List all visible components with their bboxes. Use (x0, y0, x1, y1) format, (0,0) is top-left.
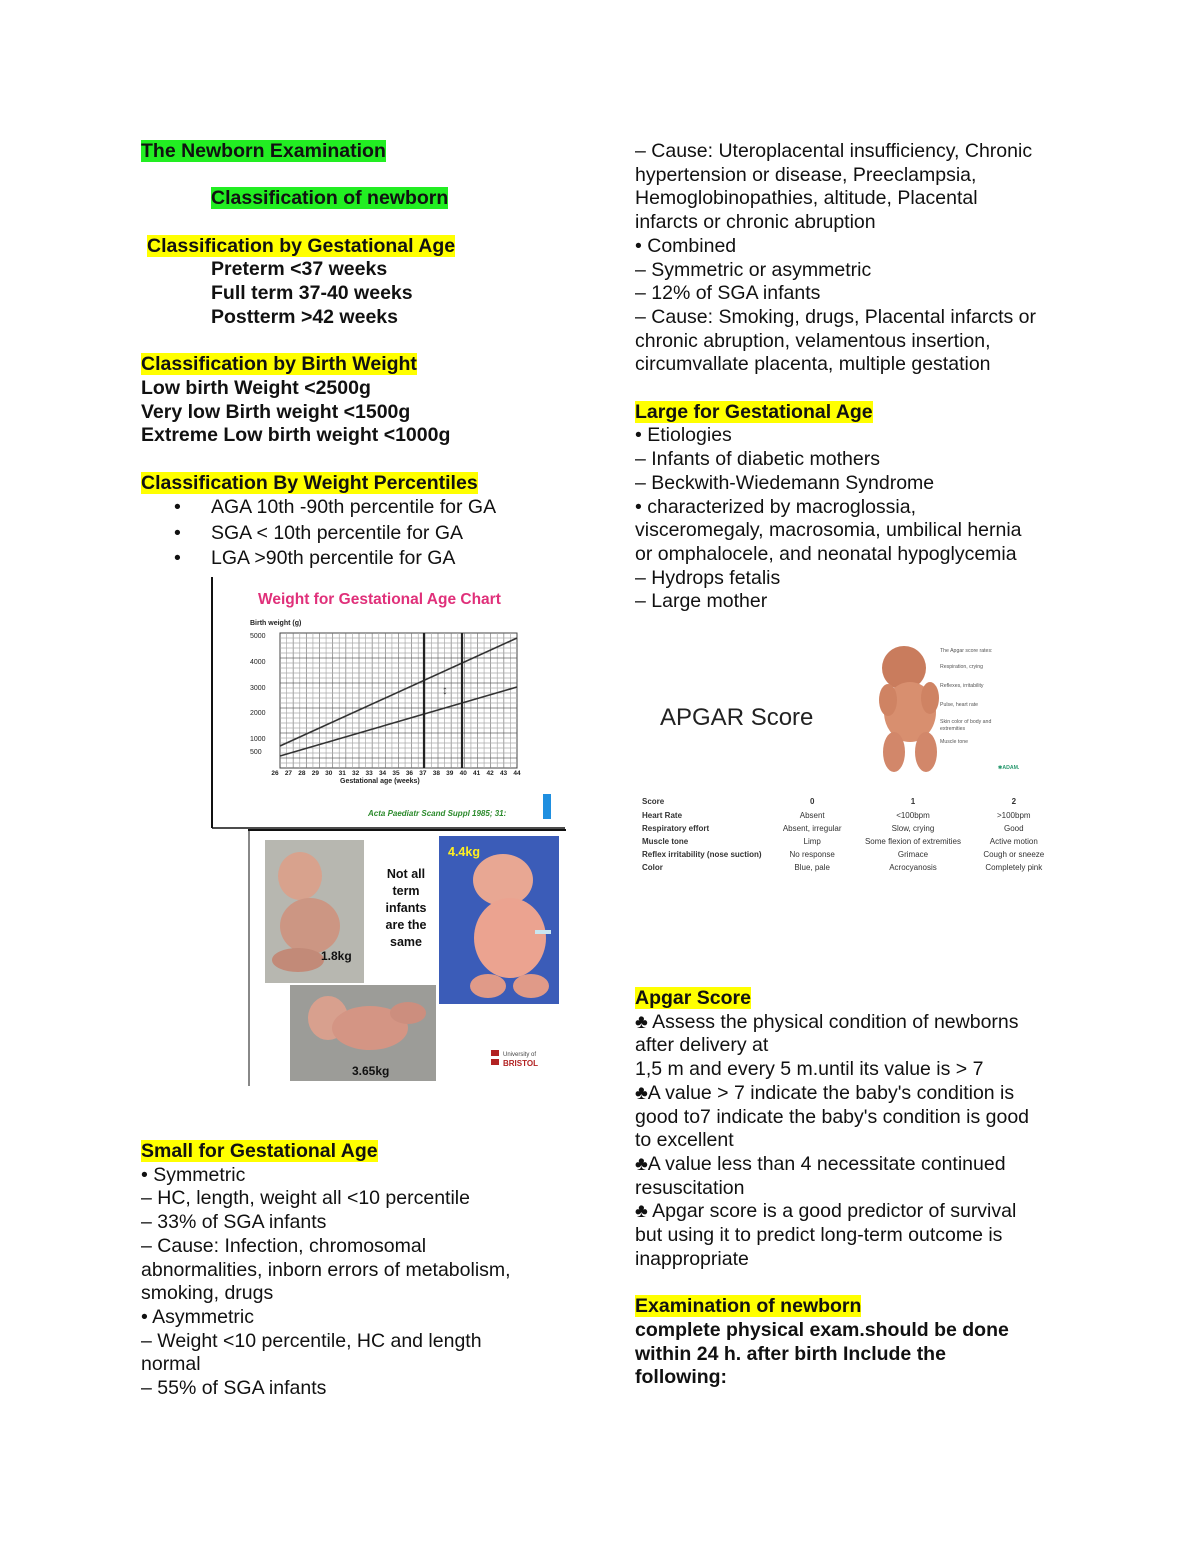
x-tick-label: 29 (311, 770, 319, 777)
apgar-table-cell: No response (789, 850, 835, 859)
chart-side-marker (543, 794, 551, 819)
apgar-line: ♣A value > 7 indicate the baby's condition is (635, 1081, 1015, 1104)
logo-line: University of (503, 1052, 537, 1058)
chart-figure-xlabel: Gestational age (weeks) (340, 778, 420, 785)
apgar-line: ♣ Apgar score is a good predictor of survival (635, 1200, 1017, 1223)
sga-line: abnormalities, inborn errors of metabolism, (141, 1258, 511, 1281)
sga-continued-line: – Symmetric or asymmetric (635, 258, 872, 281)
x-tick-label: 44 (513, 770, 521, 777)
classification-heading: Classification of newborn (211, 187, 449, 210)
apgar-table-cell: Blue, pale (794, 863, 830, 872)
apgar-table-cell: Active motion (989, 837, 1038, 846)
weight-label: 4.4kg (448, 845, 480, 859)
x-tick-label: 34 (378, 770, 387, 777)
sga-continued-line: – Cause: Uteroplacental insufficiency, Chronic (635, 140, 1033, 162)
sga-continued-line: circumvallate placenta, multiple gestation (635, 353, 991, 376)
apgar-table-cell: Respiratory effort (642, 824, 710, 833)
chart-arrow-icon: ↕ (442, 683, 448, 697)
x-tick-label: 41 (473, 770, 481, 777)
lga-heading: Large for Gestational Age (635, 400, 873, 423)
sga-continued-line: hypertension or disease, Preeclampsia, (635, 163, 977, 186)
apgar-line: but using it to predict long-term outcome is (635, 1224, 1003, 1247)
weight-chart-figure (205, 575, 565, 830)
sga-continued-line: chronic abruption, velamentous insertion, (635, 329, 991, 352)
apgar-table-header: 2 (1011, 797, 1017, 806)
y-tick-label: 5000 (250, 633, 266, 640)
sga-line: – 55% of SGA infants (141, 1377, 327, 1400)
x-tick-label: 36 (405, 770, 414, 777)
apgar-table-header: 0 (809, 797, 815, 806)
lga-line: or omphalocele, and neonatal hypoglycemia (635, 542, 1017, 565)
gestational-heading: Classification by Gestational Age (147, 234, 456, 257)
exam-heading: Examination of newborn (635, 1295, 862, 1318)
sga-continued-lines (635, 140, 1075, 377)
x-tick-label: 32 (352, 770, 360, 777)
side-label: Skin color of body and extremities (940, 719, 992, 732)
x-tick-label: 40 (459, 770, 467, 777)
apgar-table-cell: Absent, irregular (782, 824, 842, 833)
exam-line: following: (635, 1366, 728, 1389)
apgar-table-cell: Completely pink (985, 863, 1043, 872)
apgar-table-row (640, 822, 1060, 835)
apgar-table-row (640, 848, 1060, 861)
adam-logo: ✱ADAM. (998, 765, 1020, 771)
apgar-table-cell: Good (1004, 824, 1024, 833)
lga-line: – Beckwith-Wiedemann Syndrome (635, 471, 935, 494)
caption-line: Not all (386, 867, 426, 881)
apgar-table-cell: <100bpm (896, 811, 930, 820)
side-label: Pulse, heart rate (940, 702, 979, 708)
lga-line: – Large mother (635, 590, 768, 613)
sga-line: – HC, length, weight all <10 percentile (141, 1187, 470, 1210)
apgar-table-row (640, 861, 1060, 874)
apgar-table-cell: Color (642, 863, 663, 872)
weight-label: 3.65kg (352, 1064, 390, 1078)
apgar-figure (640, 640, 1060, 930)
sga-continued-line: – Cause: Smoking, drugs, Placental infarcts or (635, 305, 1037, 328)
y-tick-label: 2000 (250, 710, 266, 717)
x-tick-label: 28 (298, 770, 306, 777)
apgar-table-cell: Some flexion of extremities (864, 837, 961, 846)
apgar-table-cell: Heart Rate (642, 811, 683, 820)
x-tick-label: 35 (392, 770, 400, 777)
x-tick-label: 31 (338, 770, 346, 777)
left-column (141, 140, 596, 572)
chart-figure-ylabel: Birth weight (g) (250, 620, 302, 627)
apgar-figure-title: APGAR Score (660, 704, 814, 731)
lga-line: visceromegaly, macrosomia, umbilical hernia (635, 519, 1022, 542)
lga-line: – Infants of diabetic mothers (635, 448, 880, 471)
x-tick-label: 27 (284, 770, 293, 777)
apgar-section (635, 987, 1075, 1390)
side-label: Muscle tone (940, 739, 968, 745)
bristol-logo (491, 1050, 538, 1068)
apgar-table-cell: Reflex irritability (nose suction) (642, 850, 762, 859)
side-label: Reflexes, irritability (940, 683, 984, 689)
apgar-table-header: Score (642, 797, 665, 806)
x-tick-label: 38 (432, 770, 440, 777)
sga-continued-line: • Combined (635, 234, 737, 257)
chart-grid (280, 633, 517, 768)
apgar-table-header: 1 (910, 797, 916, 806)
apgar-table-cell: Limp (803, 837, 821, 846)
birth-weight-item: Low birth Weight <2500g (141, 376, 371, 399)
apgar-side-labels (940, 648, 1060, 772)
newborn-photos-figure (248, 828, 566, 1086)
apgar-line: ♣ Assess the physical condition of newborns (635, 1010, 1019, 1033)
sga-line: – Weight <10 percentile, HC and length (141, 1329, 482, 1352)
x-tick-label: 26 (271, 770, 279, 777)
gestational-item: Full term 37-40 weeks (211, 282, 413, 305)
apgar-line: inappropriate (635, 1247, 749, 1270)
newborn-illustration (868, 640, 948, 780)
apgar-line: 1,5 m and every 5 m.until its value is > 7 (635, 1058, 984, 1081)
apgar-table-cell: Slow, crying (891, 824, 935, 833)
apgar-line: to excellent (635, 1129, 734, 1152)
apgar-line: after delivery at (635, 1034, 769, 1057)
caption-line: are the (385, 918, 427, 932)
apgar-table-cell: >100bpm (996, 811, 1031, 820)
apgar-table (640, 794, 1060, 874)
apgar-table-cell: Absent (799, 811, 825, 820)
percentile-item: • SGA < 10th percentile for GA (141, 521, 596, 547)
percentiles-heading: Classification By Weight Percentiles (141, 471, 478, 494)
birth-weight-item: Extreme Low birth weight <1000g (141, 424, 451, 447)
sga-line: – 33% of SGA infants (141, 1211, 327, 1234)
caption-line: same (390, 935, 422, 949)
photo-infant-1 (265, 840, 364, 983)
birth-weight-item: Very low Birth weight <1500g (141, 400, 411, 423)
sga-section (141, 1140, 596, 1401)
photo-caption (386, 867, 427, 949)
side-label: Respiration, crying (940, 664, 983, 670)
sga-line: normal (141, 1353, 201, 1376)
chart-x-ticks (271, 770, 521, 777)
sga-line: – Cause: Infection, chromosomal (141, 1234, 427, 1257)
x-tick-label: 42 (486, 770, 494, 777)
lga-line: – Hydrops fetalis (635, 566, 781, 589)
lga-line: • characterized by macroglossia, (635, 495, 917, 518)
gestational-item: Preterm <37 weeks (211, 258, 388, 281)
lga-lines (635, 424, 1075, 614)
y-tick-label: 4000 (250, 659, 266, 666)
photo-infant-3 (290, 985, 436, 1081)
y-tick-label: 1000 (250, 736, 266, 743)
x-tick-label: 30 (325, 770, 333, 777)
sga-continued-line: infarcts or chronic abruption (635, 211, 876, 234)
y-tick-label: 500 (250, 749, 262, 756)
x-tick-label: 37 (419, 770, 427, 777)
document-title: The Newborn Examination (141, 140, 386, 162)
apgar-line: ♣A value less than 4 necessitate continued (635, 1152, 1006, 1175)
sga-line: • Symmetric (141, 1163, 246, 1186)
logo-line: BRISTOL (503, 1059, 538, 1068)
apgar-lines (635, 1011, 1075, 1272)
right-column (635, 140, 1075, 614)
apgar-heading: Apgar Score (635, 987, 751, 1009)
x-tick-label: 43 (499, 770, 508, 777)
exam-line: within 24 h. after birth Include the (635, 1342, 946, 1365)
caption-line: infants (385, 901, 427, 915)
chart-figure-title: Weight for Gestational Age Chart (258, 591, 501, 608)
percentile-item: • AGA 10th -90th percentile for GA (141, 495, 596, 521)
apgar-table-cell: Cough or sneeze (983, 850, 1045, 859)
chart-figure-source: Acta Paediatr Scand Suppl 1985; 31: (368, 809, 507, 818)
apgar-line: resuscitation (635, 1176, 745, 1199)
caption-line: term (392, 884, 420, 898)
sga-lines (141, 1164, 596, 1401)
weight-label: 1.8kg (321, 949, 352, 963)
sga-heading: Small for Gestational Age (141, 1140, 378, 1162)
apgar-table-row (640, 835, 1060, 848)
sga-line: • Asymmetric (141, 1305, 255, 1328)
x-tick-label: 33 (365, 770, 373, 777)
apgar-table-cell: Grimace (897, 850, 929, 859)
percentile-item: • LGA >90th percentile for GA (141, 546, 596, 572)
gestational-item: Postterm >42 weeks (211, 305, 398, 328)
sga-line: smoking, drugs (141, 1282, 274, 1305)
x-tick-label: 39 (446, 770, 454, 777)
chart-y-ticks (250, 633, 266, 756)
exam-line: complete physical exam.should be done (635, 1318, 1009, 1341)
side-label: The Apgar score rates: (940, 648, 993, 654)
apgar-table-cell: Acrocyanosis (889, 863, 937, 872)
apgar-table-row (640, 809, 1060, 822)
sga-continued-line: – 12% of SGA infants (635, 282, 821, 305)
lga-line: • Etiologies (635, 424, 732, 447)
exam-lines (635, 1319, 1075, 1390)
birth-weight-heading: Classification by Birth Weight (141, 353, 417, 376)
photo-infant-2 (439, 836, 559, 1004)
sga-continued-line: Hemoglobinopathies, altitude, Placental (635, 187, 978, 210)
apgar-table-cell: Muscle tone (642, 837, 689, 846)
y-tick-label: 3000 (250, 685, 266, 692)
apgar-line: good to7 indicate the baby's condition is good (635, 1105, 1030, 1128)
